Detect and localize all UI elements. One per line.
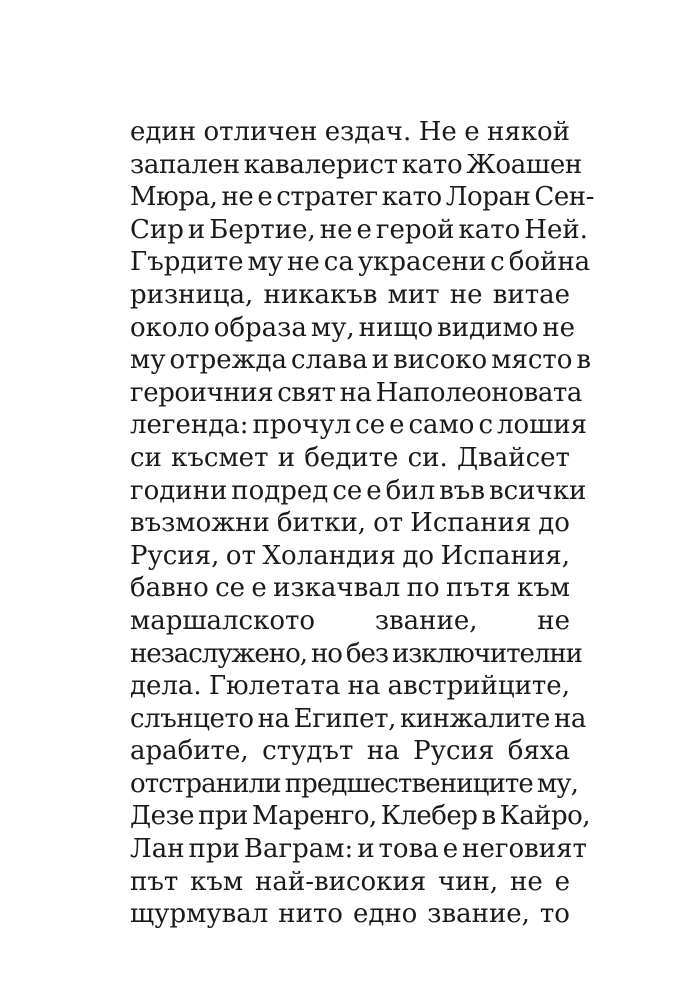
text-line: отстранили предшествениците му, — [130, 768, 578, 799]
text-line: щурмувал нито едно звание, то — [130, 899, 570, 930]
text-line: Русия, от Холандия до Испания, — [130, 540, 570, 571]
text-line: героичния свят на Наполеоновата — [130, 377, 582, 408]
text-line: Мюра, не е стратег като Лоран Сен- — [130, 182, 595, 213]
text-line: слънцето на Египет, кинжалите на — [130, 703, 586, 734]
text-line: Сир и Бертие, не е герой като Ней. — [130, 214, 588, 245]
text-line: ризница, никакъв мит не витае — [130, 279, 570, 310]
text-line: дела. Гюлетата на австрийците, — [130, 671, 570, 702]
text-line: път към най-високия чин, не е — [130, 866, 570, 897]
text-line: му отрежда слава и високо място в — [130, 345, 592, 376]
text-line: Дезе при Маренго, Клебер в Кайро, — [130, 801, 591, 832]
text-line: си късмет и бедите си. Двайсет — [130, 442, 570, 473]
body-text — [130, 116, 595, 931]
text-line: незаслужено, но без изключителни — [130, 638, 582, 669]
text-line: един отличен ездач. Не е някой — [130, 117, 570, 147]
text-line: години подред се е бил във всички — [130, 475, 587, 506]
text-line: Гърдите му не са украсени с бойна — [130, 247, 591, 278]
text-line: арабите, студът на Русия бяха — [130, 736, 570, 767]
text-line: запален кавалерист като Жоашен — [130, 149, 582, 180]
text-line: около образа му, нищо видимо не — [130, 312, 576, 343]
text-line: Лан при Ваграм: и това е неговият — [130, 834, 587, 865]
text-line: възможни битки, от Испания до — [130, 508, 570, 539]
text-line: маршалското звание, не — [130, 605, 570, 636]
text-line: легенда: прочул се е само с лошия — [130, 410, 588, 441]
text-line: бавно се е изкачвал по пътя към — [130, 573, 570, 604]
